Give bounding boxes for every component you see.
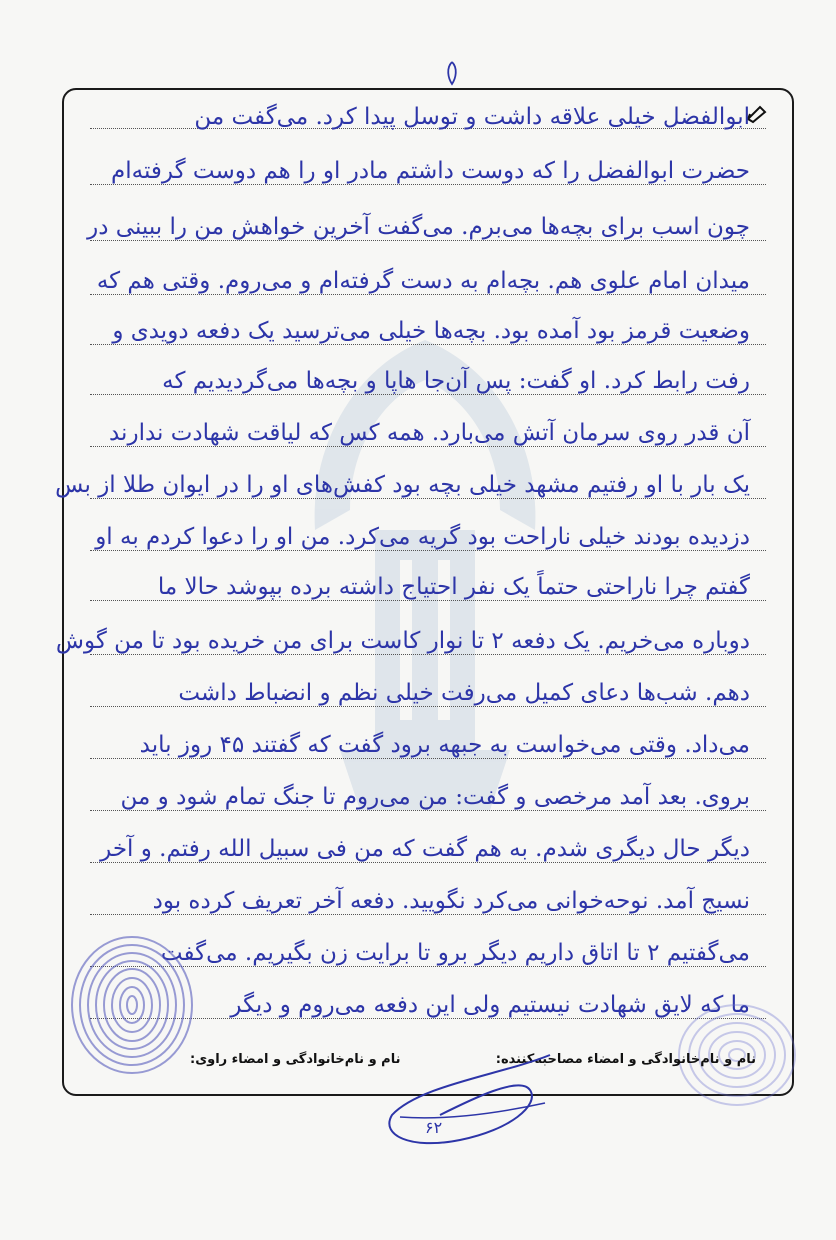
handwritten-line: گفتم چرا ناراحتی حتماً یک نفر احتیاج داشته برده بپوشد حالا ما [157,574,750,600]
handwritten-line: می‌گفتیم ۲ تا اتاق داریم دیگر برو تا برایت زن بگیریم. می‌گفت [160,940,750,966]
handwritten-line: دزدیده بودند خیلی ناراحت بود گریه می‌کرد. من او را دعوا کردم به او [95,524,750,550]
page-number: ۶۲ [425,1118,443,1137]
narrator-signature-label: نام و نام‌خانوادگی و امضاء راوی: [190,1052,401,1067]
handwritten-line: ما که لایق شهادت نیستیم ولی این دفعه می‌روم و دیگر [230,992,750,1018]
handwritten-line: دوباره می‌خریم. یک دفعه ۲ تا نوار کاست برای من خریده بود تا من گوش [55,628,750,654]
handwritten-line: دهم. شب‌ها دعای کمیل می‌رفت خیلی نظم و انضباط داشت [178,680,750,706]
handwritten-line: دیگر حال دیگری شدم. به هم گفت که من فی سبیل الله رفتم. و آخر [100,836,750,862]
handwritten-line: چون اسب برای بچه‌ها می‌برم. می‌گفت آخرین خواهش من را ببینی در [87,214,750,240]
handwritten-line: رفت رابط کرد. او گفت: پس آن‌جا هاپا و بچه‌ها می‌گردیدیم که [162,368,750,394]
handwritten-line: بروی. بعد آمد مرخصی و گفت: من می‌روم تا جنگ تمام شود و من [120,784,750,810]
handwritten-line: آن قدر روی سرمان آتش می‌بارد. همه کس که لیاقت شهادت ندارند [108,420,750,446]
handwritten-line: میدان امام علوی هم. بچه‌ام به دست گرفته‌ام و می‌روم. وقتی هم که [96,268,750,294]
handwritten-line: یک بار با او رفتیم مشهد خیلی بچه بود کفش‌های او را در ایوان طلا از بس [55,472,750,498]
handwritten-signature [380,1045,560,1155]
handwritten-line: ابوالفضل خیلی علاقه داشت و توسل پیدا کرد. می‌گفت من [194,104,750,130]
handwritten-line: وضعیت قرمز بود آمده بود. بچه‌ها خیلی می‌ترسید یک دفعه دویدی و [112,318,750,344]
handwritten-line: نسیج آمد. نوحه‌خوانی می‌کرد نگویید. دفعه آخر تعریف کرده بود [152,888,750,914]
handwritten-line: حضرت ابوالفضل را که دوست داشتم مادر او را هم دوست گرفته‌ام [111,158,750,184]
fingerprint-stamp [62,930,202,1080]
ink-mark [444,60,460,88]
interviewer-signature-label: نام و نام‌خانوادگی و امضاء مصاحبه‌کننده: [495,1052,756,1067]
handwritten-line: می‌داد. وقتی می‌خواست به جبهه برود گفت که گفتند ۴۵ روز باید [139,732,750,758]
